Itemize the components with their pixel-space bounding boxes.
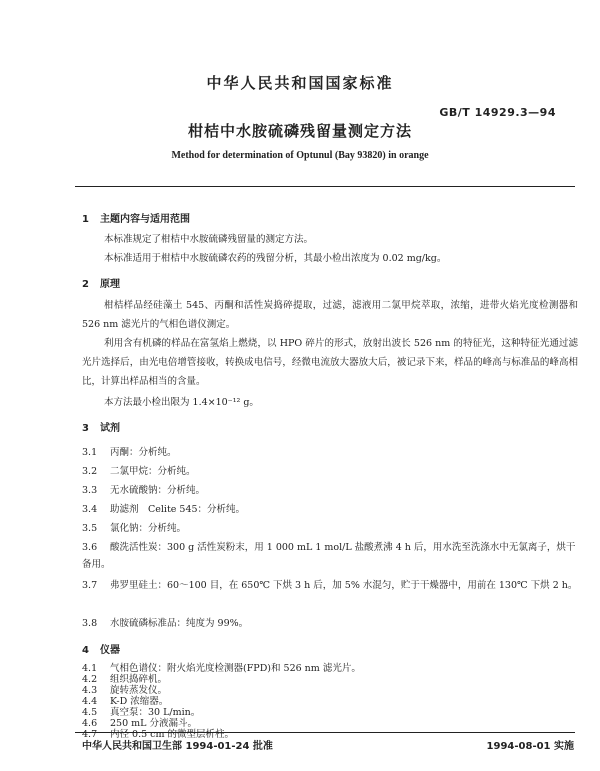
document-title: 柑桔中水胺硫磷残留量测定方法 xyxy=(187,122,412,140)
instrument-item-number: 4.5 xyxy=(82,707,98,718)
reagent-item: 3.2 二氯甲烷：分析纯。 xyxy=(82,466,196,477)
standard-number: GB/T 14929.3—94 xyxy=(439,106,556,119)
instrument-item-number: 4.2 xyxy=(82,674,98,685)
section-1-paragraph: 本标准规定了柑桔中水胺硫磷残留量的测定方法。 xyxy=(104,234,314,245)
footer-implementation: 1994-08-01 实施 xyxy=(486,741,574,752)
instrument-item-text: 旋转蒸发仪。 xyxy=(110,685,168,696)
instrument-item-number: 4.6 xyxy=(82,718,98,729)
reagent-item: 3.4 助滤剂 Celite 545：分析纯。 xyxy=(82,504,246,515)
reagent-item: 3.6 酸洗活性炭：300 g 活性炭粉末，用 1 000 mL 1 mol/L 盐酸煮沸 4 h 后，用水洗至洗涤水中无氯离子，烘干备用。 xyxy=(82,542,576,570)
reagent-item: 3.1 丙酮：分析纯。 xyxy=(82,447,177,458)
section-1-paragraph: 本标准适用于柑桔中水胺硫磷农药的残留分析，其最小检出浓度为 0.02 mg/kg。 xyxy=(104,253,447,264)
standard-header-title: 中华人民共和国国家标准 xyxy=(206,74,394,92)
section-2-paragraph: 利用含有机磷的样品在富氢焰上燃烧，以 HPO 碎片的形式，放射出波长 526 nm 的特征光，这种特征光通过滤光片选择后，由光电倍增管接收，转换成电信号，经微电流放大器放大后，被记录下来，样品的峰高与标准品的峰高相比，计算出样品相当的含量。 xyxy=(82,338,578,387)
instrument-item-text: 真空泵：30 L/min。 xyxy=(110,707,201,718)
instrument-item-text: K-D 浓缩器。 xyxy=(110,696,169,707)
section-3-heading: 3 试剂 xyxy=(82,423,120,434)
reagent-item: 3.8 水胺硫磷标准品：纯度为 99%。 xyxy=(82,618,249,629)
instrument-item-text: 内径 0.5 cm 的微型层析柱。 xyxy=(110,729,234,740)
instrument-item-text: 组织捣碎机。 xyxy=(110,674,168,685)
section-2-paragraph: 柑桔样品经硅藻土 545、丙酮和活性炭捣碎提取，过滤，滤液用二氯甲烷萃取，浓缩，进带火焰光度检测器和 526 nm 滤光片的气相色谱仪测定。 xyxy=(82,300,578,330)
document-english-title: Method for determination of Optunul (Bay 93820) in orange xyxy=(171,150,429,161)
section-4-heading: 4 仪器 xyxy=(82,645,120,656)
section-2-paragraph: 本方法最小检出限为 1.4×10⁻¹² g。 xyxy=(104,397,259,408)
section-2-heading: 2 原理 xyxy=(82,279,120,290)
instrument-item-number: 4.4 xyxy=(82,696,98,707)
instrument-item xyxy=(82,726,578,743)
section-1-heading: 1 主题内容与适用范围 xyxy=(82,214,190,225)
instrument-item-text: 250 mL 分液漏斗。 xyxy=(110,718,197,729)
instrument-item: 4.1 气相色谱仪：附火焰光度检测器(FPD)和 526 nm 滤光片。 xyxy=(82,663,361,674)
reagent-item: 3.7 弗罗里硅土：60～100 目，在 650℃ 下烘 3 h 后，加 5% 水混匀，贮于干燥器中，用前在 130℃ 下烘 2 h。 xyxy=(82,580,578,591)
instrument-item-number: 4.3 xyxy=(82,685,98,696)
header-divider xyxy=(75,186,575,187)
footer-approval: 中华人民共和国卫生部 1994-01-24 批准 xyxy=(82,741,273,752)
reagent-item: 3.3 无水硫酸钠：分析纯。 xyxy=(82,485,206,496)
instrument-item-number: 4.7 xyxy=(82,729,98,740)
reagent-item: 3.5 氯化钠：分析纯。 xyxy=(82,523,187,534)
